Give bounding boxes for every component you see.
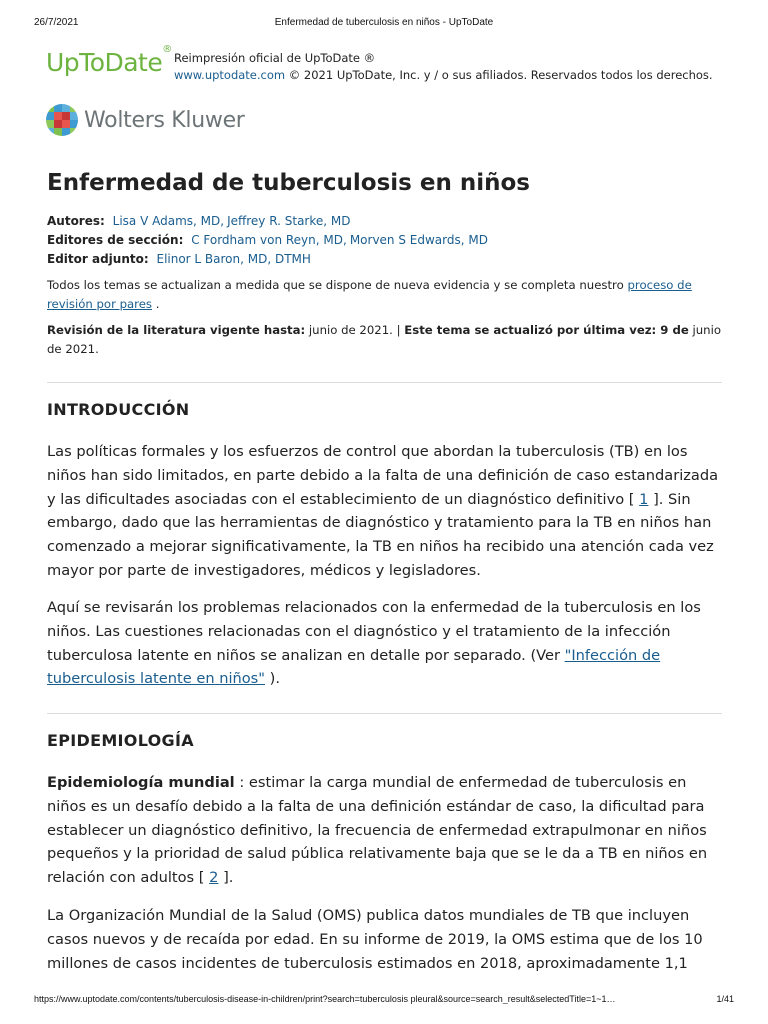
- divider: [47, 713, 722, 714]
- peer-review-link[interactable]: proceso de revisión por pares: [47, 278, 692, 311]
- epi-p1-colon: :: [239, 774, 245, 791]
- latent-tb-link[interactable]: "Infección de tuberculosis latente en niños": [47, 646, 661, 688]
- deputy-editor-link[interactable]: Elinor L Baron, MD, DTMH: [156, 252, 311, 266]
- intro-paragraph-2: [47, 596, 721, 691]
- epi-p1-text: estimar la carga mundial de enfermedad de tuberculosis en niños es un desafío debido a la falta de una definición estándar de caso, la dificultad para establecer un diagnóstico definitivo, la frecuencia de enfermedad extrapulmonar en niños pequeños y la prioridad de salud pública relativamente baja que se le da a TB en niños en relación con adultos [: [47, 774, 708, 887]
- print-header: [34, 14, 734, 30]
- print-title: Enfermedad de tuberculosis en niños - UpToDate: [274, 17, 494, 28]
- authors-row: [47, 212, 488, 231]
- uptodate-logo-text: UpToDate: [46, 48, 163, 77]
- intro-p2-text-end: ).: [269, 670, 280, 688]
- wolters-kluwer-logo: [46, 104, 245, 136]
- author-link[interactable]: Lisa V Adams, MD,: [112, 214, 225, 228]
- print-date: 26/7/2021: [34, 17, 79, 28]
- review-value: junio de 2021.: [308, 323, 393, 337]
- deputy-editor-label: Editor adjunto:: [47, 252, 149, 266]
- reference-link-2[interactable]: 2: [209, 869, 219, 887]
- copyright-text: © 2021 UpToDate, Inc. y / o sus afiliados. Reservados todos los derechos.: [288, 68, 713, 82]
- uptodate-logo: [46, 43, 172, 77]
- section-heading-intro: INTRODUCCIÓN: [47, 400, 190, 419]
- print-url: https://www.uptodate.com/contents/tuberculosis-disease-in-children/print?search=tuberculosis pleural&source=search_result&selectedTitle=1~1…: [34, 994, 616, 1004]
- article-credits: [47, 212, 488, 269]
- section-editors-row: [47, 231, 488, 250]
- divider: [47, 382, 722, 383]
- article-title: Enfermedad de tuberculosis en niños: [47, 170, 530, 196]
- notice-end: .: [155, 297, 160, 311]
- epi-paragraph-2: La Organización Mundial de la Salud (OMS) publica datos mundiales de TB que incluyen casos nuevos y de recaída por edad. En su informe de 2019, la OMS estima que de los 10 millones de casos incidentes de tuberculosis estimados en 2018, aproximadamente 1,1: [47, 907, 703, 972]
- uptodate-site-link[interactable]: www.uptodate.com: [174, 68, 286, 82]
- epi-p1-label: Epidemiología mundial: [47, 774, 235, 791]
- wolters-kluwer-mark-icon: [46, 104, 78, 136]
- intro-p2-text: Aquí se revisarán los problemas relacionados con la enfermedad de la tuberculosis en los niños. Las cuestiones relacionadas con el diagnóstico y el tratamiento de la infección tuberculosa latente en niños se analizan en detalle por separado. (Ver: [47, 599, 701, 664]
- review-label: Revisión de la literatura vigente hasta:: [47, 323, 306, 337]
- review-dates: [47, 321, 727, 359]
- reprint-notice: [174, 50, 713, 84]
- deputy-editor-row: [47, 250, 488, 269]
- reprint-line: Reimpresión oficial de UpToDate ®: [174, 51, 376, 65]
- reference-link-1[interactable]: 1: [639, 490, 649, 508]
- updated-value: junio de 2021.: [47, 323, 721, 356]
- intro-p1-text: Las políticas formales y los esfuerzos de control que abordan la tuberculosis (TB) en los niños han sido limitados, en parte debido a la falta de una definición de caso estandarizada y las dificultades asociadas con el establecimiento de un diagnóstico definitivo [: [47, 443, 719, 508]
- epi-p1-text-end: ].: [223, 869, 234, 887]
- section-heading-epidemiology: EPIDEMIOLOGÍA: [47, 731, 194, 750]
- epi-paragraph-1: [47, 771, 721, 890]
- notice-text: Todos los temas se actualizan a medida que se dispone de nueva evidencia y se completa nuestro: [47, 278, 624, 292]
- authors-label: Autores:: [47, 214, 105, 228]
- page-counter: 1/41: [716, 994, 734, 1004]
- wolters-kluwer-name: Wolters Kluwer: [84, 107, 245, 133]
- section-editor-link[interactable]: Morven S Edwards, MD: [349, 233, 488, 247]
- intro-p1-text-end: ]. Sin embargo, dado que las herramientas de diagnóstico y tratamiento para la TB en niños han comenzado a mejorar significativamente, la TB en niños ha recibido una atención cada vez mayor por parte de investigadores, médicos y legisladores.: [47, 490, 714, 579]
- author-link[interactable]: Jeffrey R. Starke, MD: [227, 214, 351, 228]
- intro-paragraph-1: [47, 440, 721, 583]
- updated-label: Este tema se actualizó por última vez: 9 de: [404, 323, 689, 337]
- section-editors-label: Editores de sección:: [47, 233, 184, 247]
- review-separator: |: [396, 323, 401, 337]
- section-editor-link[interactable]: C Fordham von Reyn, MD,: [191, 233, 347, 247]
- update-notice: [47, 276, 727, 314]
- uptodate-registered-mark: ®: [162, 43, 172, 55]
